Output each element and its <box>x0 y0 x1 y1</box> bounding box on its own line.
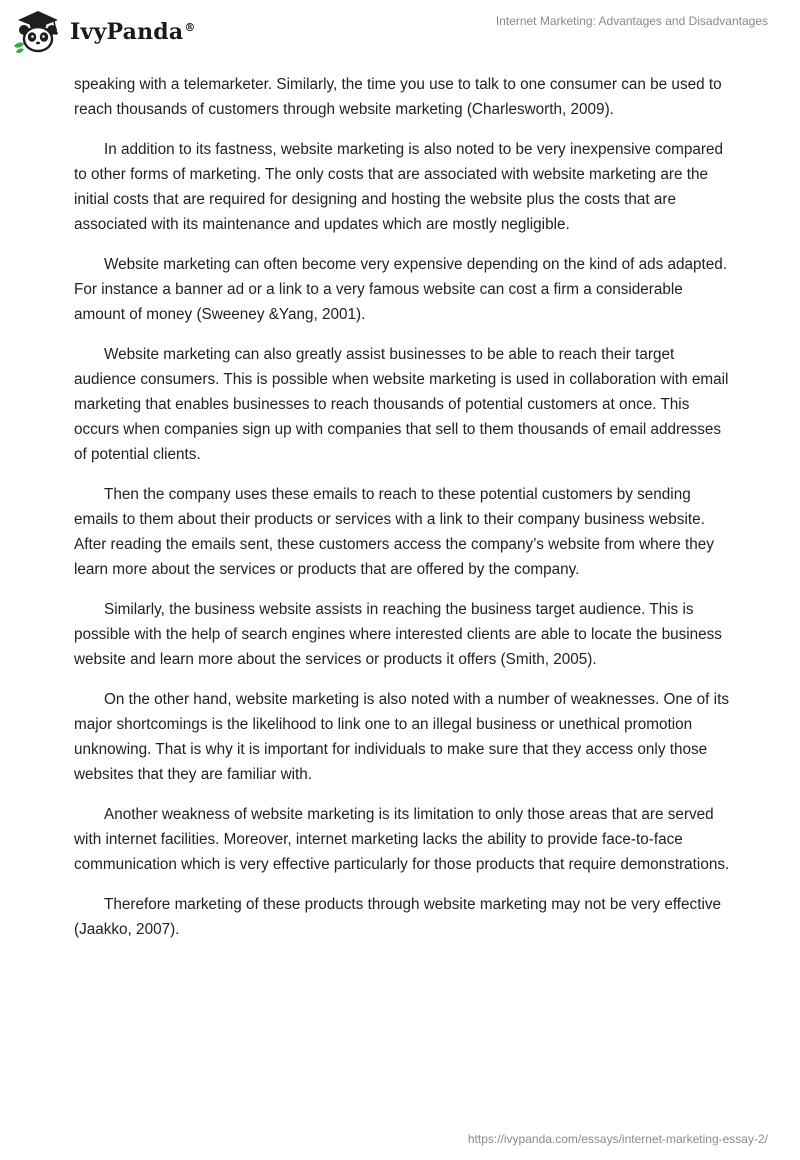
paragraph-9: Therefore marketing of these products through website marketing may not be very effective (Jaakko, 2007). <box>74 896 722 938</box>
panda-graduate-icon <box>12 8 64 54</box>
essay-body <box>74 72 734 957</box>
registered-mark: ® <box>184 20 196 34</box>
paragraph-4: Website marketing can also greatly assist businesses to be able to reach their target audience consumers. This is possible when website marketing is used in collaboration with email marketing that enables businesses to reach thousands of potential customers at once. This occurs when companies sign up with companies that sell to them thousands of email addresses of potential clients. <box>74 346 729 463</box>
paragraph-8: Another weakness of website marketing is its limitation to only those areas that are served with internet facilities. Moreover, internet marketing lacks the ability to provide face-to-face communication which is very effective particularly for those products that require demonstrations. <box>74 806 730 873</box>
paragraph-5: Then the company uses these emails to reach to these potential customers by sending emails to them about their products or services with a link to their company business website. After reading the emails sent, these customers access the company’s website from where they learn more about the services or products that are offered by the company. <box>74 486 714 578</box>
document-title: Internet Marketing: Advantages and Disadvantages <box>495 14 768 28</box>
paragraph-3: Website marketing can often become very expensive depending on the kind of ads adapted. For instance a banner ad or a link to a very famous website can cost a firm a considerable amount of money (Sweeney &Yang, 2001). <box>74 256 728 323</box>
ivypanda-logo[interactable] <box>12 8 196 54</box>
paragraph-1: speaking with a telemarketer. Similarly, the time you use to talk to one consumer can be used to reach thousands of customers through website marketing (Charlesworth, 2009). <box>74 76 722 118</box>
paragraph-6: Similarly, the business website assists in reaching the business target audience. This is possible with the help of search engines where interested clients are able to locate the business website and learn more about the services or products it offers (Smith, 2005). <box>74 601 722 668</box>
source-url[interactable]: https://ivypanda.com/essays/internet-marketing-essay-2/ <box>467 1132 768 1146</box>
paragraph-7: On the other hand, website marketing is also noted with a number of weaknesses. One of its major shortcomings is the likelihood to link one to an illegal business or unethical promotion unknowing. That is why it is important for individuals to make sure that they access only those websites that they are familiar with. <box>74 691 729 783</box>
page-header <box>0 0 800 64</box>
paragraph-2: In addition to its fastness, website marketing is also noted to be very inexpensive compared to other forms of marketing. The only costs that are associated with website marketing are the initial costs that are required for designing and hosting the website plus the costs that are associated with its maintenance and updates which are mostly negligible. <box>74 141 724 233</box>
brand-name: IvyPanda® <box>70 19 196 45</box>
